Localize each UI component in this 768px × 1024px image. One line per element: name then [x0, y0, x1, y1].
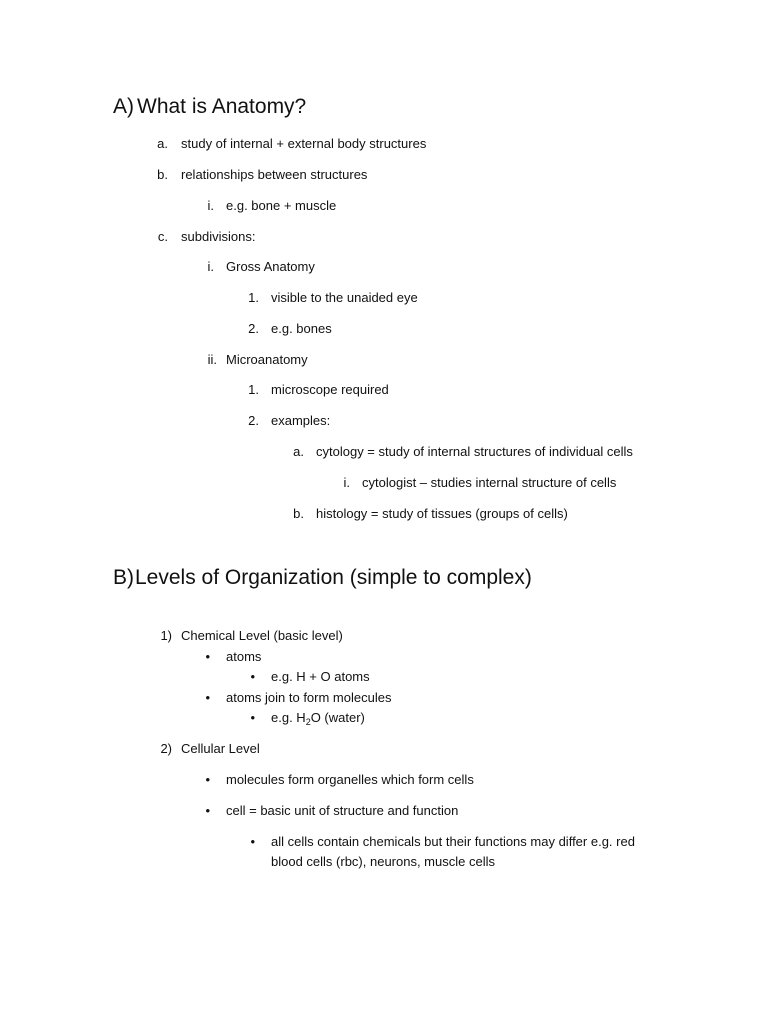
list-marker: 1. — [248, 290, 259, 305]
list-item: all cells contain chemicals but their functions may differ e.g. red — [271, 834, 635, 849]
list-item: e.g. bones — [271, 321, 332, 336]
list-marker: 1. — [248, 382, 259, 397]
bullet-marker: • — [205, 690, 210, 705]
list-marker: 2. — [248, 321, 259, 336]
list-item: subdivisions: — [181, 229, 256, 244]
text-part: O (water) — [310, 710, 365, 725]
list-item: atoms — [226, 649, 262, 664]
section-a-marker: A) — [113, 95, 134, 118]
list-item: visible to the unaided eye — [271, 290, 418, 305]
list-item: e.g. bone + muscle — [226, 198, 337, 213]
list-item: Chemical Level (basic level) — [181, 628, 343, 643]
bullet-marker: • — [205, 803, 210, 818]
section-b-marker: B) — [113, 566, 134, 589]
list-item: cell = basic unit of structure and function — [226, 803, 459, 818]
list-marker: b. — [157, 167, 168, 182]
list-item: e.g. H + O atoms — [271, 669, 370, 684]
bullet-marker: • — [250, 710, 255, 725]
list-item — [271, 710, 365, 727]
bullet-marker: • — [205, 649, 210, 664]
list-item: Cellular Level — [181, 741, 260, 756]
list-marker: 1) — [160, 628, 172, 643]
list-marker: a. — [157, 136, 168, 151]
list-item: molecules form organelles which form cells — [226, 772, 474, 787]
list-marker: i. — [207, 198, 214, 213]
list-marker: i. — [343, 475, 350, 490]
list-item-continuation: blood cells (rbc), neurons, muscle cells — [271, 854, 495, 869]
list-item: examples: — [271, 413, 331, 428]
list-item: atoms join to form molecules — [226, 690, 392, 705]
list-marker: i. — [207, 259, 214, 274]
list-item: Microanatomy — [226, 352, 308, 367]
list-item: study of internal + external body structures — [181, 136, 427, 151]
list-item: histology = study of tissues (groups of cells) — [316, 506, 568, 521]
list-marker: b. — [293, 506, 304, 521]
bullet-marker: • — [250, 834, 255, 849]
list-marker: c. — [157, 229, 168, 244]
list-item: microscope required — [271, 382, 389, 397]
bullet-marker: • — [250, 669, 255, 684]
section-a-title: What is Anatomy? — [137, 95, 307, 118]
text-part: e.g. H — [271, 710, 306, 725]
list-item: relationships between structures — [181, 167, 368, 182]
subscript: 2 — [305, 717, 311, 727]
list-item: Gross Anatomy — [226, 259, 315, 274]
list-marker: 2. — [248, 413, 259, 428]
section-b-title: Levels of Organization (simple to complex) — [135, 566, 532, 589]
list-marker: a. — [293, 444, 304, 459]
list-item: cytology = study of internal structures of individual cells — [316, 444, 633, 459]
bullet-marker: • — [205, 772, 210, 787]
list-marker: ii. — [207, 352, 217, 367]
list-marker: 2) — [160, 741, 172, 756]
list-item: cytologist – studies internal structure of cells — [362, 475, 617, 490]
